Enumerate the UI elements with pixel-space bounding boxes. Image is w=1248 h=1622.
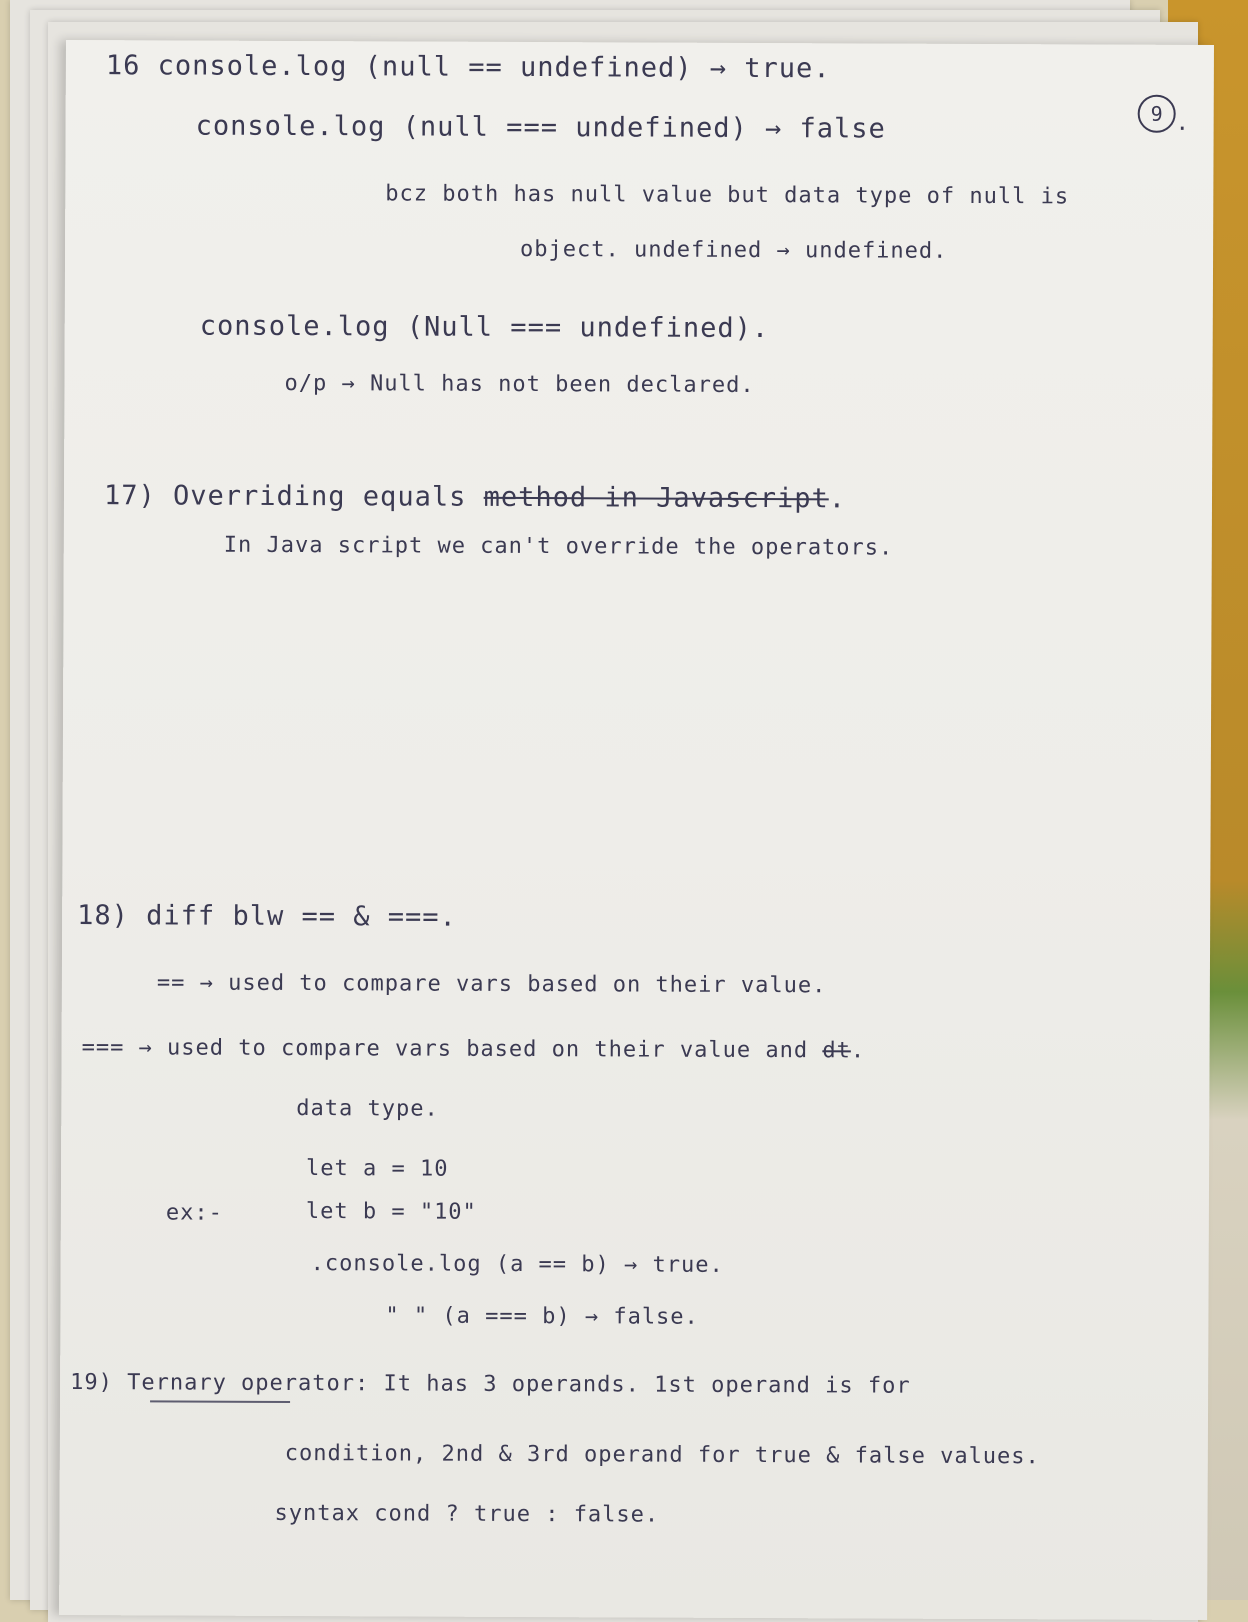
note-line-9: 18) diff blw == & ===. — [77, 900, 457, 933]
note-line-11 — [82, 1035, 866, 1063]
note-line-8: In Java script we can't override the operators. — [223, 532, 894, 561]
note-line-2: console.log (null === undefined) → false — [195, 110, 886, 145]
heading-period: . — [828, 483, 847, 515]
note-line-3: bcz both has null value but data type of null is — [385, 181, 1070, 210]
note-line-1: 16 console.log (null == undefined) → true. — [105, 50, 831, 85]
notebook-page — [59, 40, 1214, 1620]
overriding-heading: 17) Overriding equals — [103, 480, 467, 513]
note-line-18: condition, 2nd & 3rd operand for true & false values. — [284, 1440, 1040, 1470]
struck-text: method in Javascript — [483, 481, 829, 515]
note-line-5: console.log (Null === undefined). — [199, 310, 770, 345]
strict-equality-text: === → used to compare vars based on their value and — [81, 1035, 809, 1064]
note-line-17: 19) Ternary operator: It has 3 operands. 1st operand is for — [70, 1370, 911, 1399]
note-line-7 — [104, 480, 846, 514]
note-line-16: " " (a === b) → false. — [385, 1303, 699, 1330]
note-line-12: data type. — [296, 1096, 439, 1122]
note-line-10: == → used to compare vars based on their value. — [156, 970, 827, 999]
line-11-period: . — [850, 1038, 866, 1064]
example-label: ex:- — [165, 1200, 223, 1226]
note-line-6: o/p → Null has not been declared. — [284, 370, 755, 399]
note-line-4: object. undefined → undefined. — [520, 236, 948, 264]
note-line-19: syntax cond ? true : false. — [274, 1500, 660, 1528]
note-line-13: let a = 10 — [306, 1156, 449, 1182]
page-number-badge: 9 — [1138, 95, 1176, 133]
ternary-underline — [150, 1400, 290, 1403]
note-line-15: .console.log (a == b) → true. — [310, 1251, 724, 1278]
note-line-14: let b = "10" — [305, 1199, 477, 1225]
struck-dt: dt — [822, 1038, 851, 1064]
page-number-dot: . — [1175, 110, 1189, 136]
